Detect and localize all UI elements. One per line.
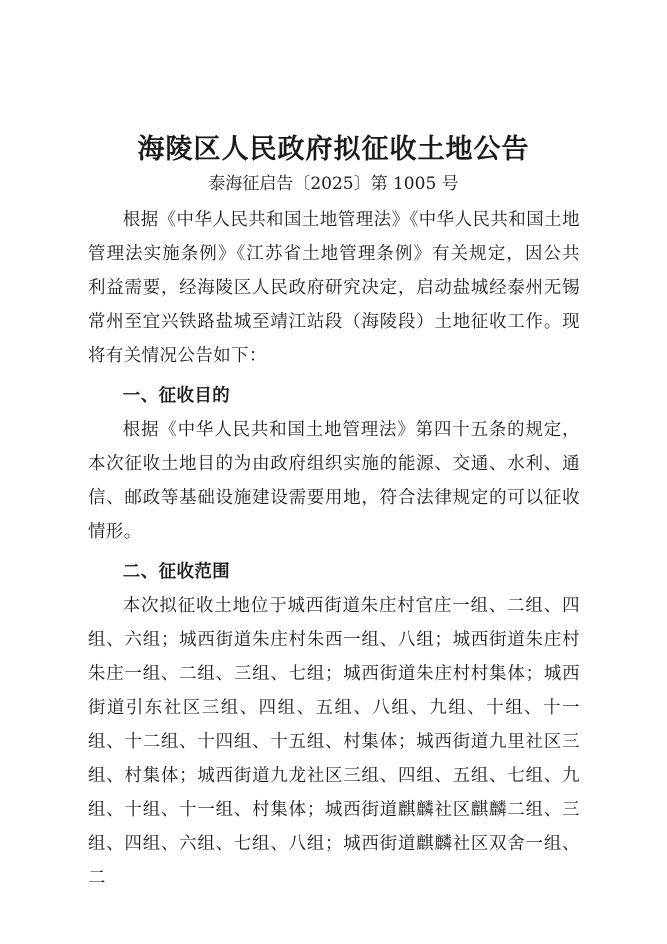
document-title: 海陵区人民政府拟征收土地公告 xyxy=(137,134,530,165)
document-number: 泰海征启告〔2025〕第 1005 号 xyxy=(208,174,459,194)
section-heading-purpose: 一、征收目的 xyxy=(122,386,231,406)
intro-paragraph: 根据《中华人民共和国土地管理法》《中华人民共和国土地管理法实施条例》《江苏省土地管理条例》有关规定，因公共利益需要，经海陵区人民政府研究决定，启动盐城经泰州无锡常州至宜兴铁路盐城至靖江站段（海陵段）土地征收工作。现将有关情况公告如下： xyxy=(88,210,580,366)
section-text-scope: 本次拟征收土地位于城西街道朱庄村官庄一组、二组、四组、六组；城西街道朱庄村朱西一组、八组；城西街道朱庄村朱庄一组、二组、三组、七组；城西街道朱庄村村集体；城西街道引东社区三组、四组、五组、八组、九组、十组、十一组、十二组、十四组、十五组、村集体；城西街道九里社区三组、村集体；城西街道九龙社区三组、四组、五组、七组、九组、十组、十一组、村集体；城西街道麒麟社区麒麟二组、三组、四组、六组、七组、八组；城西街道麒麟社区双舍一组、二 xyxy=(88,596,580,888)
section-text-purpose: 根据《中华人民共和国土地管理法》第四十五条的规定，本次征收土地目的为由政府组织实施的能源、交通、水利、通信、邮政等基础设施建设需要用地，符合法律规定的可以征收情形。 xyxy=(88,420,580,542)
section-heading-scope: 二、征收范围 xyxy=(122,562,231,582)
document-body xyxy=(88,203,580,895)
